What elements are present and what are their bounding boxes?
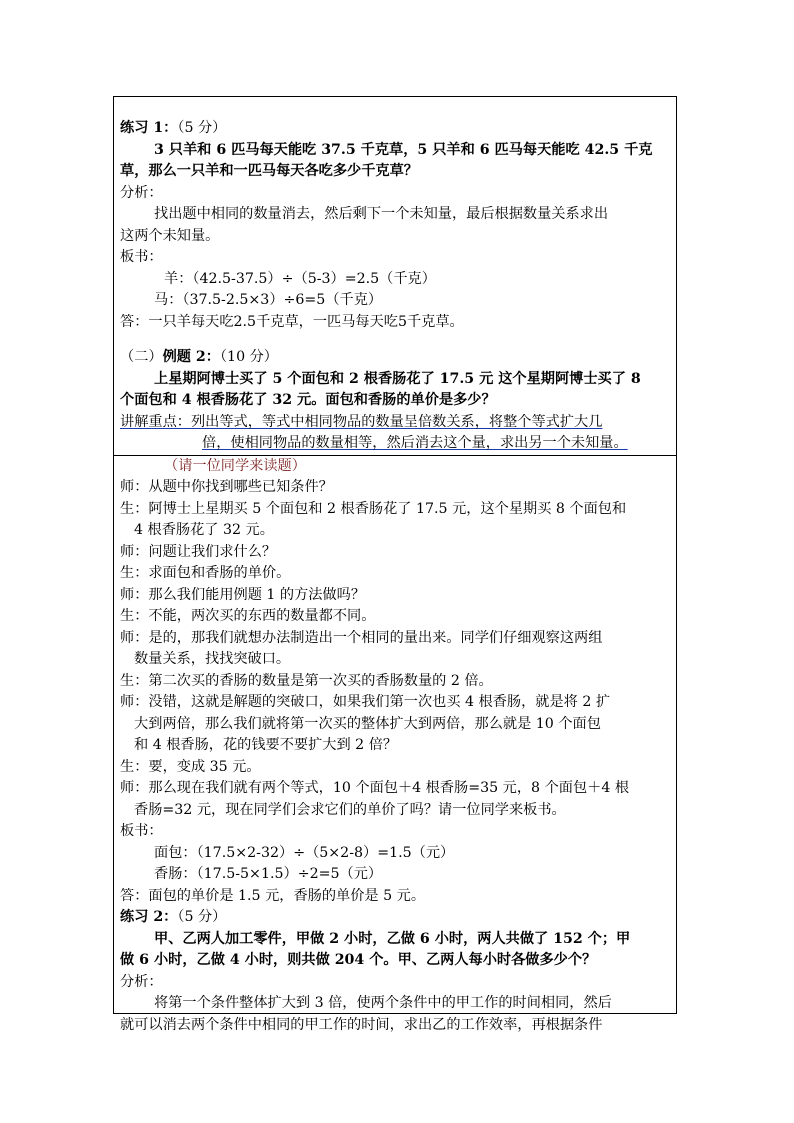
dialogue-line: 数量关系，找找突破口。 — [134, 651, 291, 667]
dialogue-line: 生：求面包和香肠的单价。 — [120, 565, 291, 581]
exercise-2-heading: 练习 2：（5 分） — [120, 909, 227, 925]
exercise-1-problem-line: 3 只羊和 6 匹马每天能吃 37.5 千克草，5 只羊和 6 匹马每天能吃 42.5 千克 — [154, 141, 653, 158]
dialogue-line: 师：从题中你找到哪些已知条件？ — [120, 479, 333, 495]
exercise-1-board-line: 羊：（42.5-37.5）÷（5-3）=2.5（千克） — [164, 270, 436, 287]
dialogue-line: 师：是的，那我们就想办法制造出一个相同的量出来。同学们仔细观察这两组 — [120, 629, 603, 646]
exercise-1-board-line: 马：（37.5-2.5×3）÷6=5（千克） — [154, 292, 383, 308]
dialogue-line: 师：问题让我们求什么？ — [120, 543, 277, 560]
dialogue-line: 师：没错，这就是解题的突破口，如果我们第一次也买 4 根香肠，就是将 2 扩 — [120, 694, 611, 710]
dialogue-line: 生：不能，两次买的东西的数量都不同。 — [120, 608, 376, 624]
exercise-2-analysis-label: 分析： — [120, 973, 163, 990]
exercise-1-answer: 答：一只羊每天吃2.5千克草，一匹马每天吃5千克草。 — [120, 313, 464, 330]
exercise-2-problem-line: 甲、乙两人加工零件，甲做 2 小时，乙做 6 小时，两人共做了 152 个；甲 — [154, 930, 631, 947]
exercise-1-board-label: 板书： — [120, 249, 163, 265]
dialogue-line: 生：阿博士上星期买 5 个面包和 2 根香肠花了 17.5 元，这个星期买 8 个面包和 — [120, 500, 627, 517]
dialogue-line: 香肠=32 元，现在同学们会求它们的单价了吗？请一位同学来板书。 — [134, 801, 566, 818]
dialogue-line: 4 根香肠花了 32 元。 — [134, 522, 274, 538]
example-2-heading: （二）例题 2：（10 分） — [120, 349, 278, 365]
example-2-key-point-line: 倍，使相同物品的数量相等，然后消去这个量，求出另一个未知量。 — [202, 435, 628, 451]
example-2-problem-line: 上星期阿博士买了 5 个面包和 2 根香肠花了 17.5 元 这个星期阿博士买了 8 — [154, 370, 641, 387]
example-2-board-line: 面包：（17.5×2-32）÷（5×2-8）=1.5（元） — [154, 844, 455, 861]
dialogue-line: 师：那么现在我们就有两个等式，10 个面包＋4 根香肠=35 元，8 个面包＋4 根 — [120, 780, 630, 796]
exercise-1-heading: 练习 1：（5 分） — [120, 120, 227, 136]
example-2-problem-line: 个面包和 4 根香肠花了 32 元。面包和香肠的单价是多少？ — [120, 392, 496, 408]
dialogue-line: 和 4 根香肠，花的钱要不要扩大到 2 倍？ — [134, 737, 398, 753]
exercise-1-analysis-line: 这两个未知量。 — [120, 227, 220, 244]
example-2-note: （请一位同学来读题） — [164, 457, 306, 474]
example-2-answer: 答：面包的单价是 1.5 元，香肠的单价是 5 元。 — [120, 887, 426, 904]
exercise-2-problem-line: 做 6 小时，乙做 4 小时，则共做 204 个。甲、乙两人每小时各做多少个？ — [120, 952, 597, 968]
exercise-1-analysis-label: 分析： — [120, 184, 163, 201]
dialogue-line: 生：第二次买的香肠的数量是第一次买的香肠数量的 2 倍。 — [120, 672, 493, 689]
dialogue-line: 生：要，变成 35 元。 — [120, 758, 261, 775]
lesson-table-cell — [113, 96, 677, 1033]
exercise-1-analysis-line: 找出题中相同的数量消去，然后剩下一个未知量，最后根据数量关系求出 — [154, 206, 609, 222]
exercise-1-problem-line: 草，那么一只羊和一匹马每天各吃多少千克草？ — [120, 163, 418, 179]
dialogue-line: 师：那么我们能用例题 1 的方法做吗？ — [120, 586, 366, 603]
example-2-key-point-line: 讲解重点：列出等式，等式中相同物品的数量呈倍数关系，将整个等式扩大几 — [120, 413, 603, 430]
exercise-2-analysis-line: 将第一个条件整体扩大到 3 倍，使两个条件中的甲工作的时间相同，然后 — [154, 995, 612, 1011]
example-2-board-line: 香肠：（17.5-5×1.5）÷2=5（元） — [154, 866, 383, 882]
spacer — [120, 333, 672, 347]
lesson-content — [120, 118, 672, 1036]
dialogue-line: 大到两倍，那么我们就将第一次买的整体扩大到两倍，那么就是 10 个面包 — [134, 715, 601, 732]
exercise-2-analysis-line: 就可以消去两个条件中相同的甲工作的时间，求出乙的工作效率，再根据条件 — [120, 1016, 603, 1033]
example-2-board-label: 板书： — [120, 823, 163, 839]
